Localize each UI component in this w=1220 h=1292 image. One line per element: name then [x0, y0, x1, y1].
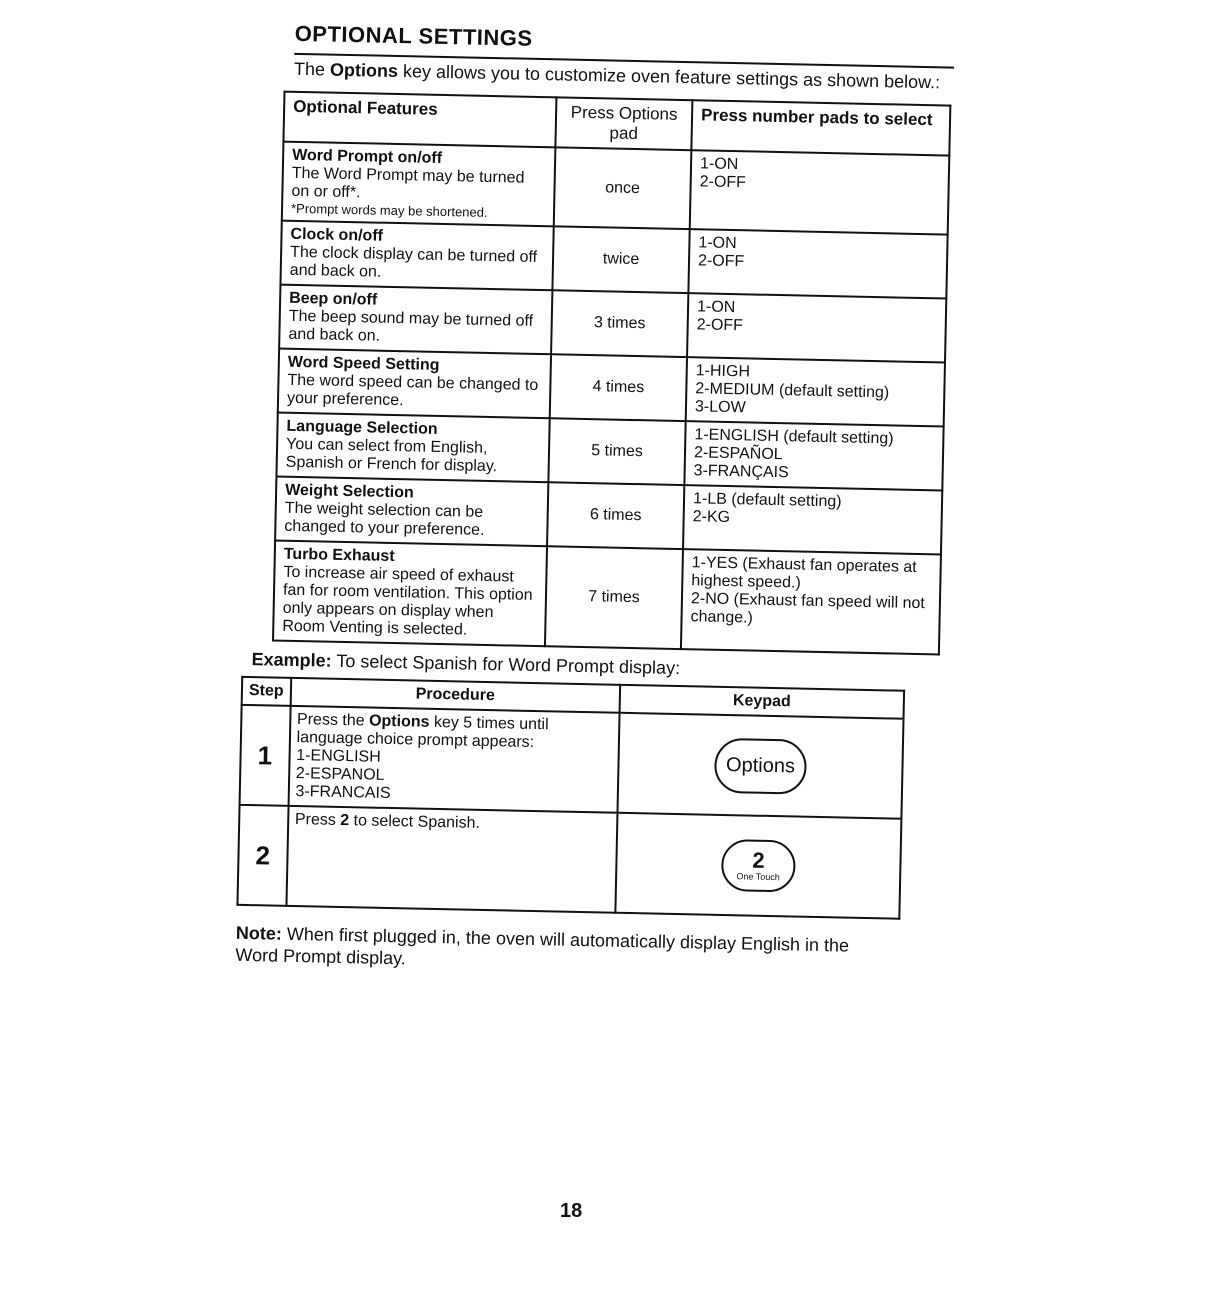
- option-row: [273, 541, 941, 655]
- header-keypad: Keypad: [620, 685, 905, 719]
- option-feature-cell: [276, 413, 549, 483]
- option-choice: 2-KG: [692, 508, 731, 527]
- option-feature-desc: The beep sound may be turned off and back on.: [288, 307, 534, 345]
- procedure-text: [295, 811, 611, 836]
- option-press-count: twice: [552, 226, 689, 293]
- page-number: 18: [560, 1200, 583, 1222]
- option-choice: 3-FRANÇAIS: [693, 462, 789, 482]
- option-feature-name: Beep on/off: [289, 289, 378, 309]
- intro-key: Options: [329, 59, 399, 82]
- option-choice: 2-OFF: [696, 316, 744, 335]
- procedure-key: 2: [340, 811, 350, 830]
- option-feature-desc: The Word Prompt may be turned on or off*.: [291, 164, 525, 202]
- options-table: [272, 91, 951, 656]
- option-select-cell: [687, 293, 946, 362]
- header-press: Press Options pad: [555, 97, 692, 150]
- header-procedure: Procedure: [290, 678, 620, 713]
- option-feature-cell: [280, 221, 553, 291]
- manual-page: [235, 20, 955, 980]
- option-select-cell: [683, 485, 942, 554]
- options-table-body: [273, 142, 949, 655]
- option-feature-cell: [273, 541, 547, 647]
- option-feature-name: Turbo Exhaust: [283, 545, 395, 566]
- option-row: [282, 142, 950, 235]
- option-feature-name: Weight Selection: [284, 481, 414, 502]
- option-press-count: once: [554, 147, 692, 229]
- key-sub-label: One Touch: [736, 871, 780, 883]
- option-choice: 2-OFF: [697, 252, 745, 271]
- procedure-key: Options: [368, 712, 430, 731]
- header-features: Optional Features: [283, 92, 556, 148]
- option-feature-note: *Prompt words may be shortened.: [290, 200, 488, 220]
- option-press-count: 5 times: [548, 418, 685, 485]
- option-choice: 1-LB (default setting): [692, 490, 842, 511]
- options-key-icon: Options: [713, 737, 807, 794]
- option-feature-cell: [275, 477, 548, 547]
- example-step-row: [240, 705, 904, 819]
- note-label: Note:: [235, 922, 283, 944]
- procedure-post: key 5 times until language choice prompt appears:: [296, 713, 549, 752]
- procedure-choice: 3-FRANCAIS: [295, 783, 391, 803]
- option-choice: 1-HIGH: [695, 362, 751, 381]
- option-feature-name: Language Selection: [286, 417, 438, 438]
- page-title: OPTIONAL SETTINGS: [294, 20, 533, 51]
- step-number: 2: [237, 805, 288, 906]
- option-choice: 2-ESPAÑOL: [693, 444, 783, 464]
- option-select-cell: [681, 549, 941, 654]
- step-keypad: [617, 713, 903, 819]
- option-choice: 3-LOW: [694, 398, 746, 417]
- example-text: To select Spanish for Word Prompt display:: [331, 650, 681, 679]
- procedure-choice: 2-ESPANOL: [295, 765, 385, 784]
- example-step-row: [237, 805, 901, 919]
- number-two-key-icon: [721, 839, 796, 893]
- intro-suffix: key allows you to customize oven feature settings as shown below.:: [397, 61, 941, 93]
- key-label: 2: [752, 847, 765, 873]
- procedure-post: to select Spanish.: [348, 812, 481, 832]
- option-choice: 2-MEDIUM (default setting): [695, 380, 890, 402]
- header-step: Step: [242, 677, 291, 706]
- example-label: Example:: [251, 649, 332, 671]
- option-feature-name: Word Speed Setting: [287, 353, 440, 374]
- step-keypad: [615, 813, 901, 919]
- option-feature-desc: To increase air speed of exhaust fan for room ventilation. This option only appears on display when Room Venting is selected.: [282, 563, 533, 639]
- option-feature-desc: You can select from English, Spanish or French for display.: [285, 435, 498, 476]
- note-body: When first plugged in, the oven will automatically display English in the Word Prompt display.: [235, 923, 850, 969]
- procedure-pre: Press: [294, 811, 341, 829]
- option-choice: 1-ON: [696, 298, 736, 317]
- option-feature-desc: The clock display can be turned off and back on.: [289, 243, 538, 281]
- intro-prefix: The: [293, 58, 331, 80]
- option-press-count: 6 times: [547, 482, 684, 549]
- option-feature-name: Clock on/off: [290, 225, 384, 245]
- step-procedure: [288, 706, 619, 813]
- option-press-count: 3 times: [551, 290, 688, 357]
- option-choice: 1-ENGLISH (default setting): [694, 426, 894, 448]
- option-feature-cell: [278, 349, 551, 419]
- option-choice: 2-NO (Exhaust fan speed will not change.): [690, 590, 925, 627]
- option-select-cell: [688, 229, 947, 298]
- example-table: [236, 676, 905, 920]
- option-select-cell: [684, 421, 943, 490]
- procedure-pre: Press the: [296, 711, 370, 730]
- option-press-count: 7 times: [545, 546, 683, 649]
- procedure-choice: 1-ENGLISH: [296, 747, 381, 766]
- option-press-count: 4 times: [550, 354, 687, 421]
- option-select-cell: [690, 150, 950, 234]
- header-select: Press number pads to select: [691, 100, 950, 155]
- option-choice: 2-OFF: [699, 173, 747, 192]
- option-choice: 1-ON: [698, 234, 737, 253]
- option-feature-name: Word Prompt on/off: [291, 146, 443, 167]
- option-choice: 1-YES (Exhaust fan operates at highest speed.): [691, 554, 917, 592]
- note-text: [235, 922, 896, 980]
- option-choice: 1-ON: [699, 155, 739, 174]
- option-feature-cell: [279, 285, 552, 355]
- option-select-cell: [686, 357, 945, 426]
- option-feature-desc: The weight selection can be changed to your preference.: [284, 499, 485, 539]
- option-feature-cell: [282, 142, 556, 227]
- option-feature-desc: The word speed can be changed to your preference.: [286, 371, 539, 410]
- step-number: 1: [240, 705, 291, 806]
- step-procedure: [286, 806, 617, 913]
